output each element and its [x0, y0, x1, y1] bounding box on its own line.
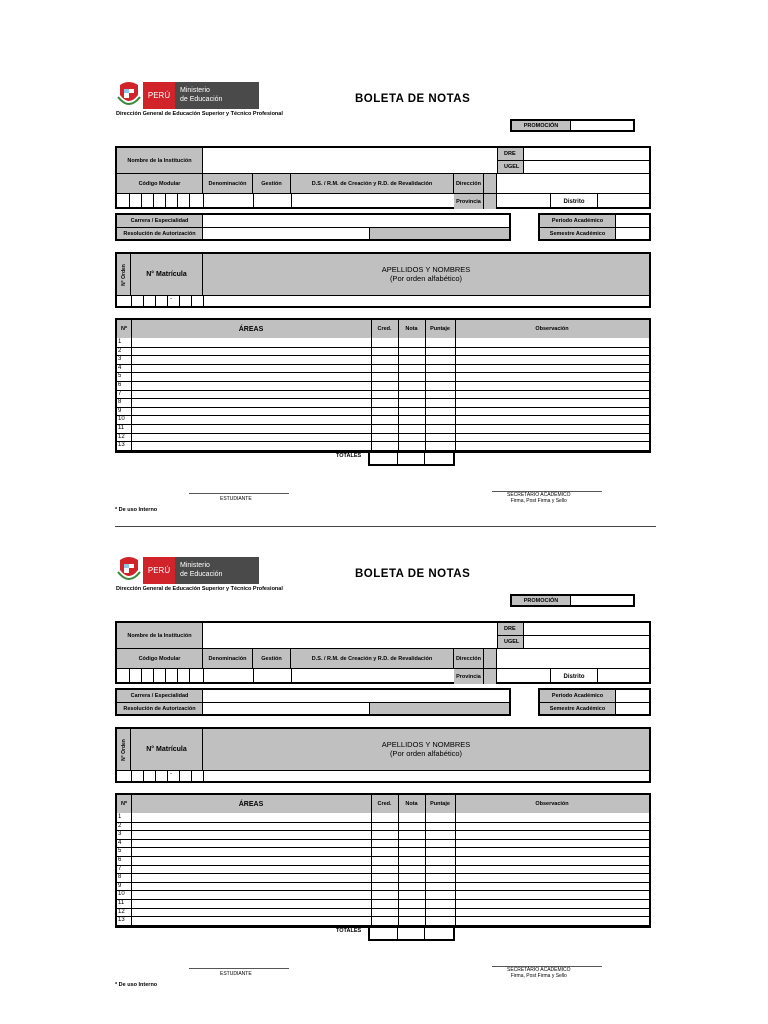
institucion-input[interactable] — [203, 623, 497, 648]
uso-interno-note: * De uso Interno — [115, 507, 158, 513]
ministry-logo-block — [175, 557, 259, 584]
table-row-line — [117, 890, 649, 891]
table-row-number: 7 — [118, 865, 122, 872]
ministry-line2: de Educación — [180, 571, 223, 578]
ds-label: D.S. / R.M. de Creación y R.D. de Revalidación — [291, 649, 454, 668]
codigo-label: Código Modular — [117, 174, 203, 193]
resolucion-label: Resolución de Autorización — [117, 228, 203, 239]
table-row-number: 13 — [118, 442, 125, 449]
ministry-logo-block — [175, 82, 259, 109]
puntaje-header: Puntaje — [430, 801, 450, 807]
provincia-label: Provincia — [454, 669, 484, 684]
table-row-number: 8 — [118, 874, 122, 881]
promocion-box[interactable] — [510, 119, 635, 132]
direccion-label: Dirección — [454, 649, 484, 668]
institucion-input[interactable] — [203, 148, 497, 173]
table-row-number: 7 — [118, 390, 122, 397]
carrera-block — [115, 213, 511, 241]
resolucion-label: Resolución de Autorización — [117, 703, 203, 714]
cred-header: Cred. — [377, 801, 392, 807]
student-block — [115, 252, 651, 308]
table-row-line — [117, 873, 649, 874]
no-header: Nº — [121, 326, 127, 332]
dre-label: DRE — [497, 148, 524, 160]
student-block — [115, 727, 651, 783]
apellidos-label: APELLIDOS Y NOMBRES (Por orden alfabético) — [381, 265, 471, 283]
estudiante-label: ESTUDIANTE — [220, 971, 252, 977]
denominacion-label: Denominación — [203, 649, 253, 668]
table-row-line — [117, 415, 649, 416]
nota-header: Nota — [405, 326, 418, 332]
carrera-block — [115, 688, 511, 716]
table-row-line — [117, 372, 649, 373]
carrera-label: Carrera / Especialidad — [117, 690, 203, 702]
periodo-block — [538, 688, 651, 716]
codigo-label: Código Modular — [117, 649, 203, 668]
table-row-number: 1 — [118, 814, 122, 820]
grades-table — [115, 318, 651, 453]
table-row-line — [117, 441, 649, 442]
table-row-number: 11 — [118, 900, 125, 906]
promocion-label: PROMOCIÓN — [512, 121, 570, 130]
table-row-line — [117, 424, 649, 425]
no-header: Nº — [121, 801, 127, 807]
table-row-number: 4 — [118, 839, 122, 846]
table-row-line — [117, 856, 649, 857]
table-row-number: 10 — [118, 891, 125, 898]
secretario-label: SECRETARIO ACADÉMICO Firma, Post Firma y Sello — [507, 492, 571, 504]
promocion-box[interactable] — [510, 594, 635, 607]
gestion-label: Gestión — [253, 174, 291, 193]
provincia-label: Provincia — [454, 194, 484, 209]
apellidos-input[interactable] — [204, 771, 649, 781]
direction-text: Dirección General de Educación Superior y Técnico Profesional — [116, 586, 283, 592]
periodo-block — [538, 213, 651, 241]
orden-label: N° Orden — [121, 739, 127, 761]
table-row-line — [117, 882, 649, 883]
semestre-label: Semestre Académico — [540, 703, 616, 714]
boleta-form-2 — [0, 475, 768, 988]
table-row-line — [117, 916, 649, 917]
table-row-line — [117, 390, 649, 391]
table-row-line — [117, 908, 649, 909]
gestion-label: Gestión — [253, 649, 291, 668]
table-row-number: 3 — [118, 356, 122, 363]
page-title: BOLETA DE NOTAS — [355, 568, 471, 580]
table-row-number: 12 — [118, 908, 125, 915]
totales-box[interactable] — [368, 451, 455, 466]
table-row-line — [117, 364, 649, 365]
estudiante-label: ESTUDIANTE — [220, 496, 252, 502]
table-row-number: 6 — [118, 382, 122, 388]
table-row-line — [117, 830, 649, 831]
peru-logo-badge: PERÚ — [143, 82, 175, 109]
secretario-label: SECRETARIO ACADÉMICO Firma, Post Firma y Sello — [507, 967, 571, 979]
table-row-number: 1 — [118, 339, 122, 345]
table-row-number: 13 — [118, 917, 125, 924]
table-row-line — [117, 355, 649, 356]
uso-interno-note: * De uso Interno — [115, 982, 158, 988]
nota-header: Nota — [405, 801, 418, 807]
matricula-label: N° Matrícula — [131, 254, 203, 295]
ministry-line1: Ministerio — [180, 562, 210, 569]
orden-label: N° Orden — [121, 264, 127, 286]
table-row-number: 11 — [118, 425, 125, 431]
areas-header: ÁREAS — [238, 325, 264, 333]
ugel-label: UGEL — [497, 635, 524, 648]
table-row-number: 8 — [118, 399, 122, 406]
periodo-label: Periodo Académico — [540, 690, 616, 702]
table-row-line — [117, 347, 649, 348]
institution-block — [115, 146, 651, 209]
table-row-line — [117, 822, 649, 823]
promocion-label: PROMOCIÓN — [512, 596, 570, 605]
direccion-label: Dirección — [454, 174, 484, 193]
ugel-label: UGEL — [497, 160, 524, 173]
cred-header: Cred. — [377, 326, 392, 332]
grades-table — [115, 793, 651, 928]
denominacion-label: Denominación — [203, 174, 253, 193]
matricula-dash: - — [170, 296, 172, 302]
carrera-label: Carrera / Especialidad — [117, 215, 203, 227]
table-row-line — [117, 381, 649, 382]
periodo-label: Periodo Académico — [540, 215, 616, 227]
table-row-number: 3 — [118, 831, 122, 838]
table-row-line — [117, 398, 649, 399]
areas-header: ÁREAS — [238, 800, 264, 808]
apellidos-label: APELLIDOS Y NOMBRES (Por orden alfabético) — [381, 740, 471, 758]
table-row-number: 5 — [118, 373, 122, 380]
dre-label: DRE — [497, 623, 524, 635]
table-row-line — [117, 899, 649, 900]
distrito-label: Distrito — [550, 669, 598, 684]
direction-text: Dirección General de Educación Superior y Técnico Profesional — [116, 111, 283, 117]
totales-label: TOTALES — [336, 928, 362, 934]
institucion-label: Nombre de la Institución — [117, 148, 203, 173]
table-row-number: 4 — [118, 364, 122, 371]
table-row-number: 2 — [118, 347, 122, 354]
distrito-label: Distrito — [550, 194, 598, 209]
table-row-line — [117, 865, 649, 866]
table-row-number: 9 — [118, 407, 122, 414]
peru-logo-badge: PERÚ — [143, 557, 175, 584]
observacion-header: Observación — [535, 801, 569, 807]
ds-label: D.S. / R.M. de Creación y R.D. de Revalidación — [291, 174, 454, 193]
table-row-number: 12 — [118, 433, 125, 440]
table-row-number: 6 — [118, 857, 122, 863]
semestre-label: Semestre Académico — [540, 228, 616, 239]
observacion-header: Observación — [535, 326, 569, 332]
matricula-dash: - — [170, 771, 172, 777]
table-row-line — [117, 407, 649, 408]
table-row-number: 2 — [118, 822, 122, 829]
totales-label: TOTALES — [336, 453, 362, 459]
table-row-line — [117, 839, 649, 840]
coat-of-arms-icon — [116, 81, 142, 109]
table-row-number: 5 — [118, 848, 122, 855]
puntaje-header: Puntaje — [430, 326, 450, 332]
ministry-line1: Ministerio — [180, 87, 210, 94]
table-row-line — [117, 847, 649, 848]
table-row-number: 10 — [118, 416, 125, 423]
institution-block — [115, 621, 651, 684]
coat-of-arms-icon — [116, 556, 142, 584]
ministry-line2: de Educación — [180, 96, 223, 103]
table-row-number: 9 — [118, 882, 122, 889]
apellidos-input[interactable] — [204, 296, 649, 306]
matricula-label: N° Matrícula — [131, 729, 203, 770]
totales-box[interactable] — [368, 926, 455, 941]
table-row-line — [117, 433, 649, 434]
institucion-label: Nombre de la Institución — [117, 623, 203, 648]
page-title: BOLETA DE NOTAS — [355, 93, 471, 105]
